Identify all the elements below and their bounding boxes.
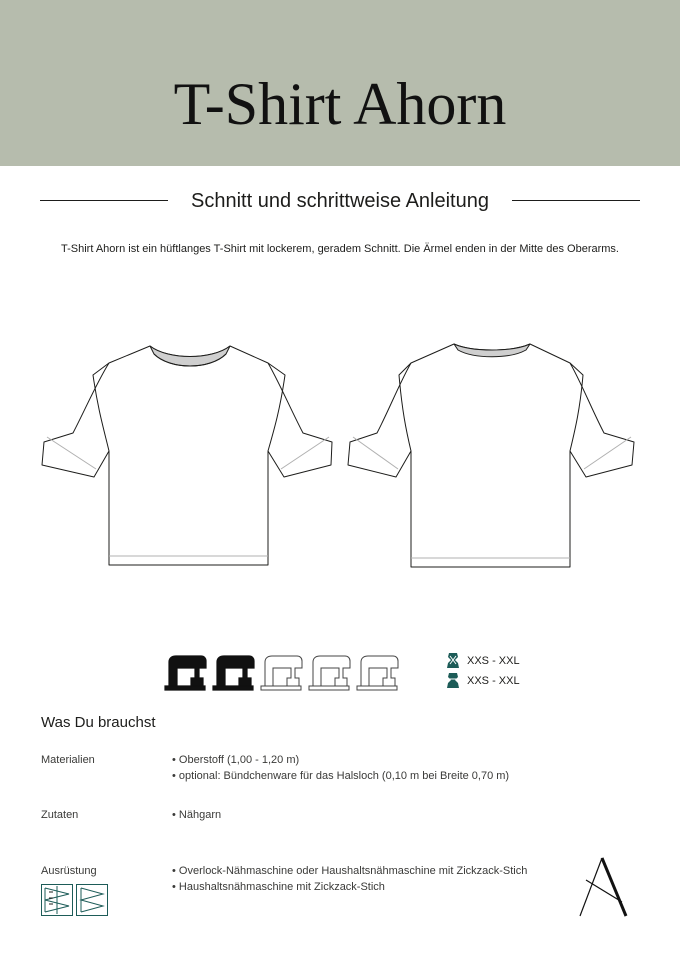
list-item: • Nähgarn — [172, 809, 222, 821]
page-title: T-Shirt Ahorn — [173, 71, 507, 137]
garment-illustrations — [0, 330, 680, 590]
stitch-type-icons — [41, 884, 109, 918]
list-item: • Oberstoff (1,00 - 1,20 m) — [172, 754, 300, 766]
difficulty-rating — [162, 652, 402, 692]
zigzag-stitch-icon — [77, 885, 108, 916]
dress-form-icon — [446, 652, 460, 670]
page-subtitle: Schnitt und schrittweise Anleitung — [191, 190, 489, 212]
brand-logo — [576, 856, 628, 918]
notions-list — [172, 807, 221, 823]
tshirt-front-drawing — [42, 346, 332, 565]
equipment-label: Ausrüstung — [41, 865, 97, 877]
requirements-title: Was Du brauchst — [41, 714, 156, 731]
subtitle-rule-right — [512, 200, 640, 201]
materials-list — [172, 752, 509, 784]
sewing-machine-icon — [357, 656, 398, 690]
sewing-machine-icon — [213, 656, 254, 690]
list-item: • Overlock-Nähmaschine oder Haushaltsnähmaschine mit Zickzack-Stich — [172, 865, 528, 877]
size-range-label: XXS - XXL — [467, 655, 520, 667]
size-range-label: XXS - XXL — [467, 675, 520, 687]
sewing-machine-icon — [309, 656, 350, 690]
list-item: • optional: Bündchenware für das Halsloch (0,10 m bei Breite 0,70 m) — [172, 770, 510, 782]
sewing-machine-icon — [165, 656, 206, 690]
dress-form-icon — [446, 672, 460, 690]
list-item: • Haushaltsnähmaschine mit Zickzack-Stich — [172, 881, 385, 893]
intro-text: T-Shirt Ahorn ist ein hüftlanges T-Shirt mit lockerem, geradem Schnitt. Die Ärmel enden in der Mitte des Oberarms. — [61, 243, 619, 255]
sewing-machine-icon — [261, 656, 302, 690]
materials-label: Materialien — [41, 754, 95, 766]
subtitle-row — [40, 186, 640, 216]
overlock-stitch-icon — [42, 885, 73, 916]
equipment-list — [172, 863, 527, 895]
notions-label: Zutaten — [41, 809, 79, 821]
tshirt-back-drawing — [348, 344, 634, 567]
